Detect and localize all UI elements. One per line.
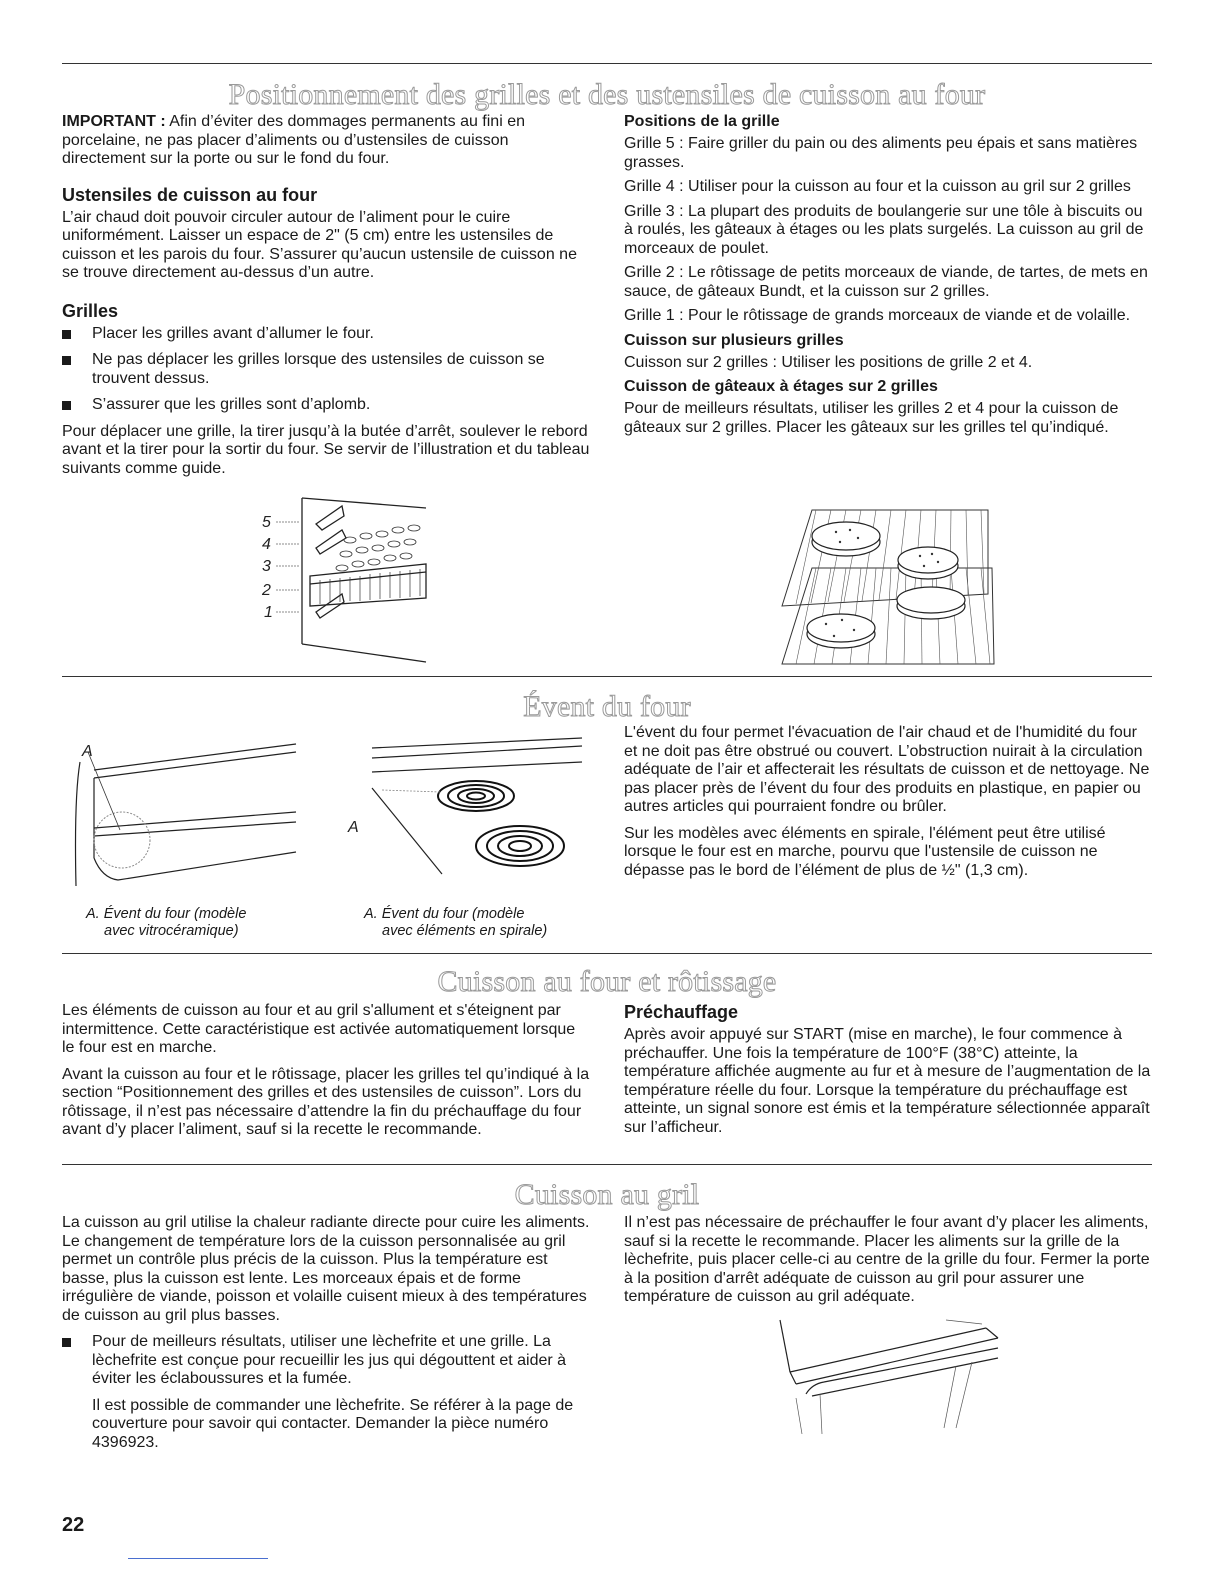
vent-label-a-2: A xyxy=(348,819,359,836)
section-rule-event xyxy=(62,676,1152,677)
caption-line: A. Évent du four (modèle xyxy=(364,906,525,922)
heading-gateaux: Cuisson de gâteaux à étages sur 2 grilles xyxy=(624,378,938,395)
paragraph-prechauffage: Après avoir appuyé sur START (mise en marche), le four commence à préchauffer. Une fois la température de 100°F (38°C) atteinte, la température affichée augmente au fur et à mesure de l’augmentation de la température réelle du four. Lorsque la température du préchauffage est atteinte, un signal sonore est émis et la température sélectionnée apparaît sur l’afficheur. xyxy=(624,1026,1151,1136)
vent-label-a-1: A xyxy=(82,743,93,760)
rack-positions-illustration xyxy=(250,494,440,666)
caption-line: avec vitrocéramique) xyxy=(104,923,239,939)
list-item: Pour de meilleurs résultats, utiliser une lèchefrite et une grille. La lèchefrite est conçue pour recueillir les jus qui dégouttent et aider à éviter les éclaboussures et la fumée. xyxy=(62,1333,590,1389)
heading-plusieurs-grilles: Cuisson sur plusieurs grilles xyxy=(624,331,844,349)
paragraph-commande-lechefrite: Il est possible de commander une lèchefrite. Se référer à la page de couverture pour savoir qui contacter. Demander la pièce numéro 4396923. xyxy=(92,1396,574,1451)
footer-line xyxy=(128,1558,268,1559)
section-title-grilles: Positionnement des grilles et des ustensiles de cuisson au four xyxy=(228,78,986,111)
position-grille-4: Grille 4 : Utiliser pour la cuisson au four et la cuisson au gril sur 2 grilles xyxy=(624,178,1131,195)
section1-right-column xyxy=(624,113,1152,445)
position-grille-2: Grille 2 : Le rôtissage de petits morceaux de viande, de tartes, de mets en sauce, de gâteaux Bundt, et la cuisson sur 2 grilles. xyxy=(624,264,1148,300)
position-grille-1: Grille 1 : Pour le rôtissage de grands morceaux de viande et de volaille. xyxy=(624,307,1131,324)
caption-vent-coil xyxy=(364,906,547,940)
caption-vent-ceramic xyxy=(86,906,246,940)
section-title-cuisson-gril: Cuisson au gril xyxy=(514,1178,700,1211)
important-note xyxy=(62,113,590,169)
rack-number-4: 4 xyxy=(262,536,271,553)
important-label: IMPORTANT : xyxy=(62,113,166,130)
section-title-cuisson-rotissage: Cuisson au four et rôtissage xyxy=(437,965,777,998)
heading-positions: Positions de la grille xyxy=(624,113,780,130)
important-text: Afin d’éviter des dommages permanents au fini en porcelaine, ne pas placer d’aliments ou d’ustensiles de cuisson directement sur la porte ou sur le fond du four. xyxy=(62,113,525,167)
paragraph-cuisson-2: Avant la cuisson au four et le rôtissage, placer les grilles tel qu’indiqué à la section “Positionnement des grilles et des ustensiles de cuisson”. Lors du rôtissage, il n’est pas nécessaire d’attendre la fin du préchauffage du four avant d’y placer l’aliment, sauf si la recette le recommande. xyxy=(62,1065,590,1138)
rack-number-1: 1 xyxy=(264,604,273,621)
section-rule-cuisson xyxy=(62,953,1152,954)
paragraph-ustensiles: L’air chaud doit pouvoir circuler autour de l’aliment pour le cuire uniformément. Laisser un espace de 2" (5 cm) entre les ustensiles de cuisson et les parois du four. S’assurer qu’aucun ustensile de cuisson ne se trouve directement au-dessus d’un autre. xyxy=(62,208,577,281)
page-number: 22 xyxy=(62,1514,85,1536)
gril-bullet-list xyxy=(62,1333,590,1389)
list-item: S’assurer que les grilles sont d’aplomb. xyxy=(62,396,590,415)
section4-left-column xyxy=(62,1214,590,1460)
section-rule-gril xyxy=(62,1164,1152,1165)
section-title-event: Évent du four xyxy=(523,690,691,723)
caption-line: avec éléments en spirale) xyxy=(382,923,548,939)
section3-right-column xyxy=(624,1002,1152,1145)
section-rule-top xyxy=(62,63,1152,64)
vent-ceramic-illustration xyxy=(66,738,302,890)
section3-left-column xyxy=(62,1002,590,1148)
rack-number-5: 5 xyxy=(262,514,271,531)
vent-coil-illustration xyxy=(342,734,588,896)
paragraph-plusieurs-grilles: Cuisson sur 2 grilles : Utiliser les positions de grille 2 et 4. xyxy=(624,353,1033,371)
paragraph-deplacer-grille: Pour déplacer une grille, la tirer jusqu’à la butée d’arrêt, soulever le rebord avant et la tirer pour la sortir du four. Se servir de l’illustration et du tableau suivants comme guide. xyxy=(62,422,590,477)
section1-left-column xyxy=(62,113,590,486)
list-item: Placer les grilles avant d’allumer le four. xyxy=(62,325,590,344)
paragraph-cuisson-1: Les éléments de cuisson au four et au gril s'allument et s'éteignent par intermittence. Cette caractéristique est activée automatiquement lorsque le four est en marche. xyxy=(62,1002,576,1056)
list-item: Ne pas déplacer les grilles lorsque des ustensiles de cuisson se trouvent dessus. xyxy=(62,351,590,388)
rack-number-3: 3 xyxy=(262,558,271,575)
rack-number-2: 2 xyxy=(262,582,271,599)
section2-right-column xyxy=(624,724,1152,888)
caption-line: A. Évent du four (modèle xyxy=(86,906,247,922)
section4-right-column xyxy=(624,1214,1152,1315)
paragraph-event-2: Sur les modèles avec éléments en spirale, l'élément peut être utilisé lorsque le four est en marche, pourvu que l'ustensile de cuisson ne dépasse pas le bord de l’élément de plus de ½" (1,3 cm). xyxy=(624,824,1106,879)
paragraph-gril-1: La cuisson au gril utilise la chaleur radiante directe pour cuire les aliments. Le changement de température lors de la cuisson personnalisée au gril permet un contrôle plus précis de la cuisson. Plus la température est basse, plus la cuisson est lente. Les morceaux épais et de forme irrégulière de viande, poisson et volaille cuisent mieux à des températures de cuisson au gril plus basses. xyxy=(62,1214,590,1324)
position-grille-3: Grille 3 : La plupart des produits de boulangerie sur une tôle à biscuits ou à roulés, les gâteaux à étages ou les plats surgelés. La cuisson au gril de morceaux de poulet. xyxy=(624,202,1144,257)
heading-prechauffage: Préchauffage xyxy=(624,1002,739,1022)
heading-ustensiles: Ustensiles de cuisson au four xyxy=(62,184,318,205)
paragraph-gateaux: Pour de meilleurs résultats, utiliser les grilles 2 et 4 pour la cuisson de gâteaux sur 2 grilles. Placer les gâteaux sur les grilles tel qu’indiqué. xyxy=(624,400,1119,436)
two-rack-cakes-illustration xyxy=(776,506,998,666)
broil-door-illustration xyxy=(776,1318,1008,1436)
heading-grilles: Grilles xyxy=(62,300,119,321)
position-grille-5: Grille 5 : Faire griller du pain ou des aliments peu épais et sans matières grasses. xyxy=(624,135,1138,171)
paragraph-gril-2: Il n’est pas nécessaire de préchauffer le four avant d’y placer les aliments, sauf si la recette le recommande. Placer les aliments sur la grille de la lèchefrite, puis placer celle-ci au centre de la grille du four. Fermer la porte à la position d'arrêt adéquate de cuisson au gril pour assurer une température de cuisson au gril adéquate. xyxy=(624,1214,1150,1305)
grilles-bullet-list xyxy=(62,325,590,415)
paragraph-event-1: L'évent du four permet l'évacuation de l'air chaud et de l'humidité du four et ne doit pas être obstrué ou couvert. L’obstruction nuirait à la circulation adéquate de l’air et affecterait les résultats de cuisson et de nettoyage. Ne pas placer près de l’évent du four des produits en plastique, en papier ou autres articles qui pourraient fondre ou brûler. xyxy=(624,724,1150,815)
